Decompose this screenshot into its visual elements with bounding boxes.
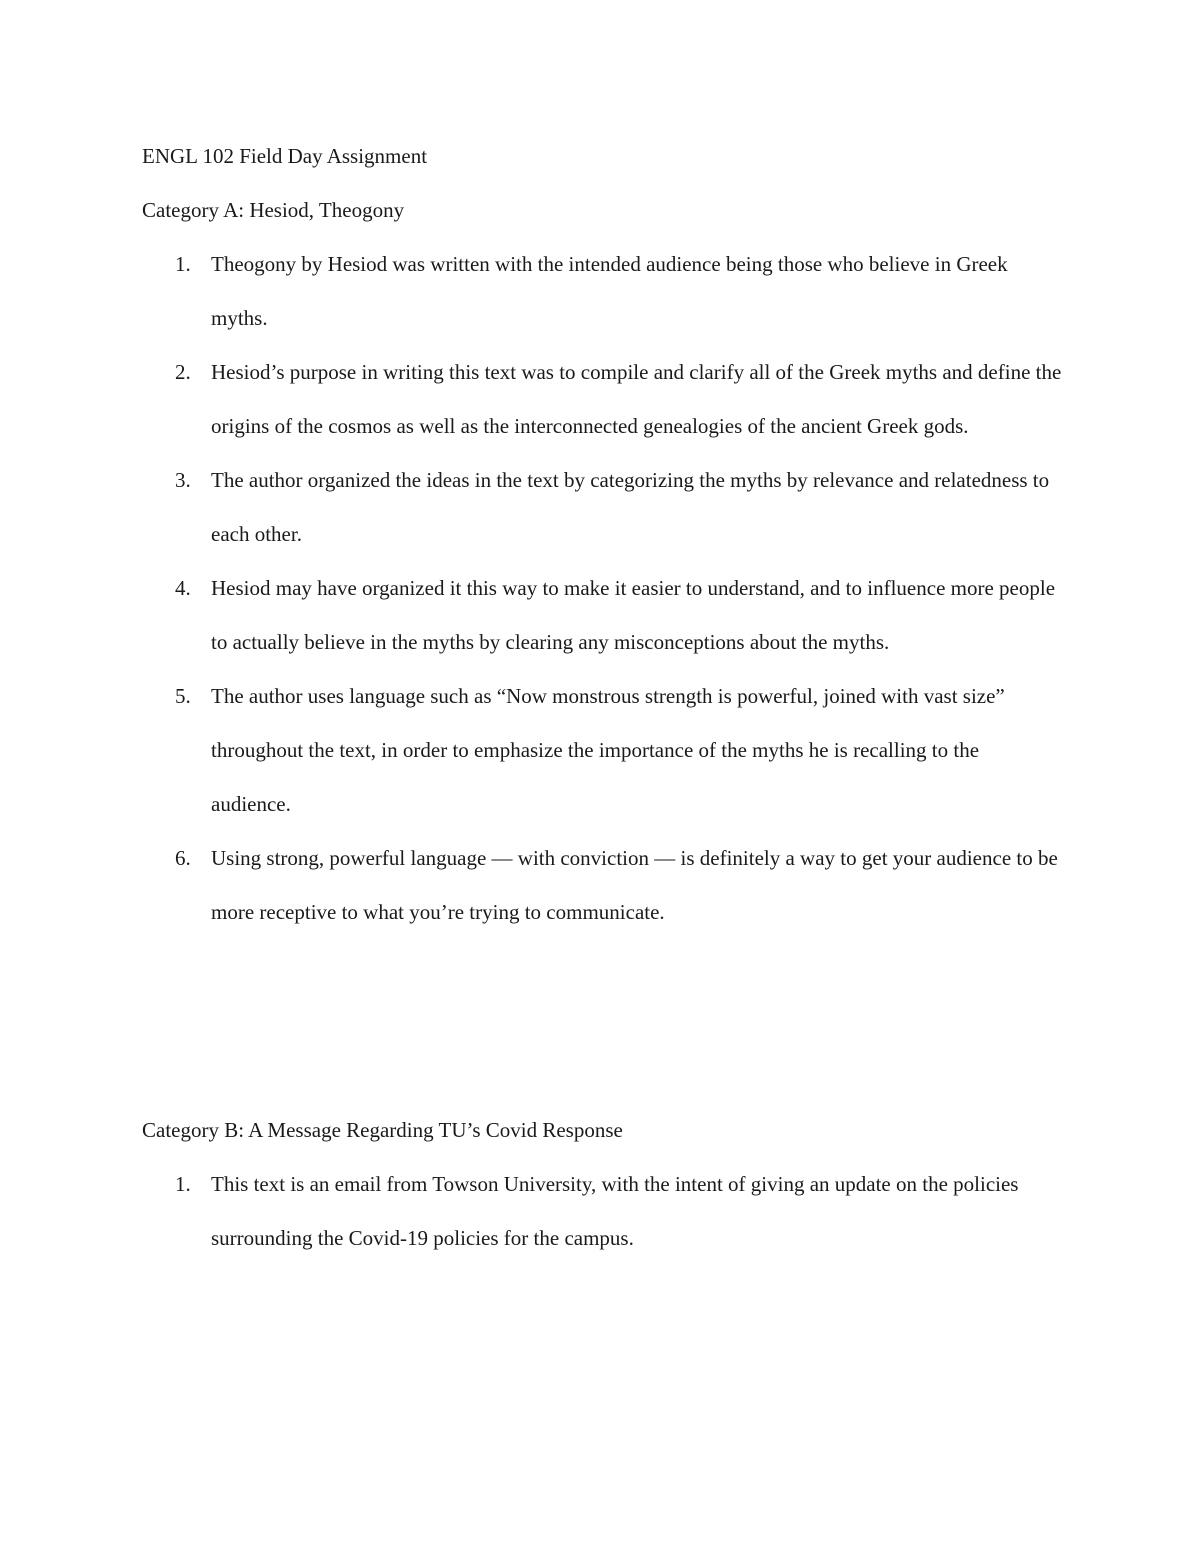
list-item-text: This text is an email from Towson University, with the intent of giving an update on the policies surrounding the Covid-19 policies for the campus. [211,1172,1019,1250]
section-a-heading: Category A: Hesiod, Theogony [142,198,405,222]
section-a-list [142,237,1062,939]
document-title: ENGL 102 Field Day Assignment [142,144,428,168]
list-item-text: Hesiod may have organized it this way to make it easier to understand, and to influence more people to actually believe in the myths by clearing any misconceptions about the myths. [211,576,1056,654]
list-item [142,453,1062,561]
list-item-number: 1. [175,1172,191,1196]
list-item [142,345,1062,453]
list-item-text: Using strong, powerful language — with conviction — is definitely a way to get your audience to be more receptive to what you’re trying to communicate. [211,846,1058,924]
section-b-heading: Category B: A Message Regarding TU’s Covid Response [142,1118,623,1142]
list-item-text: The author organized the ideas in the text by categorizing the myths by relevance and relatedness to each other. [211,468,1050,546]
list-item-number: 6. [175,846,191,870]
list-item-text: Theogony by Hesiod was written with the intended audience being those who believe in Greek myths. [211,252,1008,330]
section-b-list [142,1157,1062,1265]
list-item-number: 1. [175,252,191,276]
list-item [142,561,1062,669]
list-item-number: 3. [175,468,191,492]
list-item [142,831,1062,939]
list-item-number: 4. [175,576,191,600]
list-item-text: The author uses language such as “Now monstrous strength is powerful, joined with vast size” throughout the text, in order to emphasize the importance of the myths he is recalling to the audience. [211,684,1005,816]
list-item [142,669,1062,831]
list-item-text: Hesiod’s purpose in writing this text was to compile and clarify all of the Greek myths and define the origins of the cosmos as well as the interconnected genealogies of the ancient Greek gods. [211,360,1062,438]
list-item-number: 5. [175,684,191,708]
list-item [142,237,1062,345]
list-item [142,1157,1062,1265]
list-item-number: 2. [175,360,191,384]
